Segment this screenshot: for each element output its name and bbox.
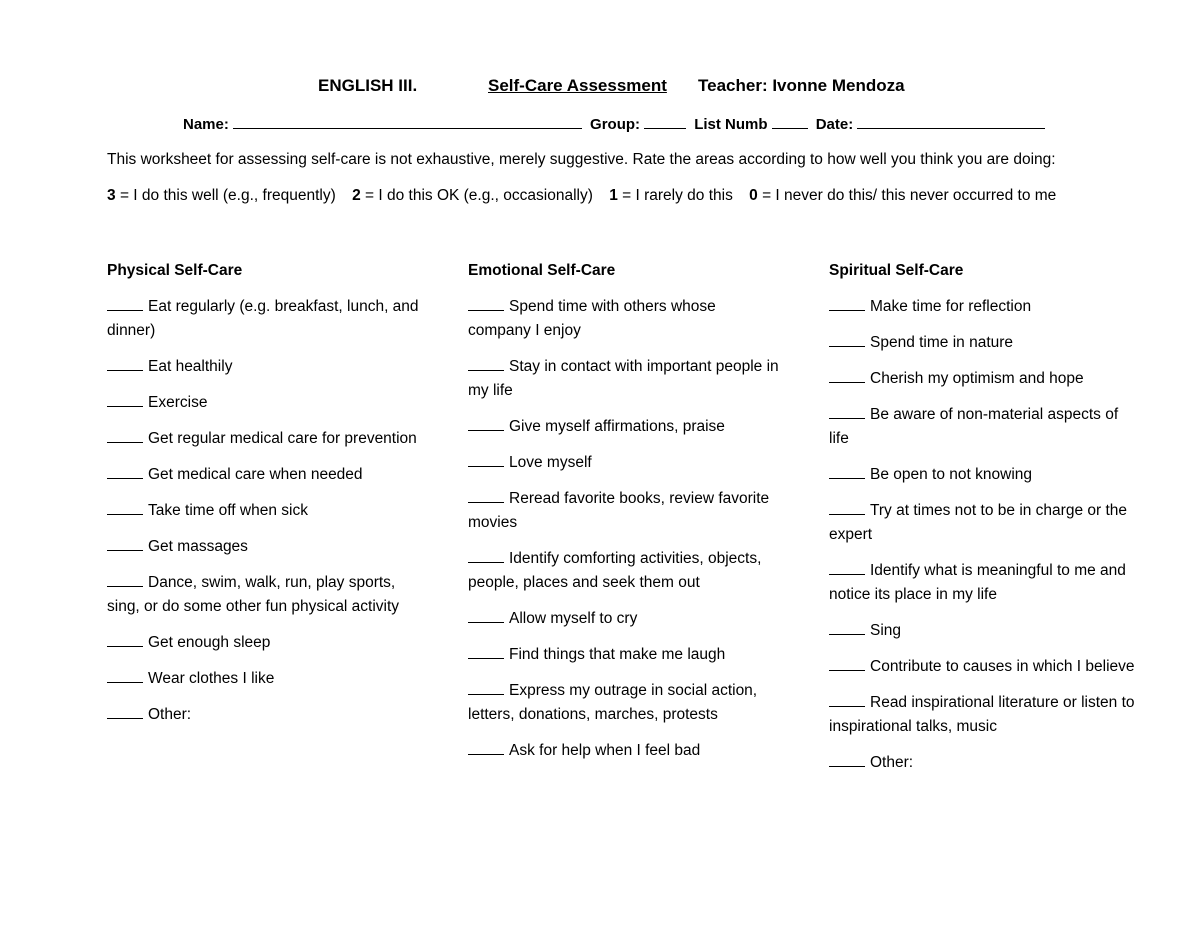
teacher-name: Teacher: Ivonne Mendoza <box>698 76 905 95</box>
name-field[interactable] <box>233 115 582 129</box>
checklist-item <box>107 631 419 655</box>
checklist-item <box>829 691 1141 739</box>
item-label: Get massages <box>148 538 248 555</box>
rating-blank[interactable] <box>468 452 504 467</box>
rating-blank[interactable] <box>829 332 865 347</box>
page-title: Self-Care Assessment <box>488 76 667 95</box>
column-heading: Emotional Self-Care <box>468 262 616 279</box>
checklist-item <box>468 355 780 403</box>
scale-text-2: = I do this OK (e.g., occasionally) <box>365 187 593 204</box>
checklist-item <box>107 667 419 691</box>
rating-blank[interactable] <box>107 296 143 311</box>
rating-blank[interactable] <box>829 464 865 479</box>
checklist-item <box>107 571 419 619</box>
item-label: Give myself affirmations, praise <box>509 418 725 435</box>
spiritual-self-care-column <box>829 259 1141 787</box>
item-label: Ask for help when I feel bad <box>509 742 701 759</box>
checklist-item <box>468 607 780 631</box>
rating-blank[interactable] <box>829 752 865 767</box>
list-number-field[interactable] <box>772 115 808 129</box>
rating-blank[interactable] <box>829 560 865 575</box>
rating-blank[interactable] <box>107 464 143 479</box>
item-label: Other: <box>870 754 914 771</box>
rating-blank[interactable] <box>468 644 504 659</box>
header <box>0 76 1200 98</box>
rating-blank[interactable] <box>829 404 865 419</box>
rating-blank[interactable] <box>468 488 504 503</box>
item-label: Try at times not to be in charge or the expert <box>829 502 1128 543</box>
item-label: Be open to not knowing <box>870 466 1033 483</box>
item-label: Reread favorite books, review favorite movies <box>468 490 770 531</box>
checklist-item <box>829 499 1141 547</box>
checklist-item <box>107 463 419 487</box>
item-label: Allow myself to cry <box>509 610 638 627</box>
checklist-item <box>829 403 1141 451</box>
item-label: Get medical care when needed <box>148 466 363 483</box>
checklist-item <box>468 643 780 667</box>
checklist-item <box>107 355 419 379</box>
item-label: Other: <box>148 706 192 723</box>
item-label: Read inspirational literature or listen to inspirational talks, music <box>829 694 1135 735</box>
student-info-row <box>183 115 1049 133</box>
checklist-item <box>829 619 1141 643</box>
rating-scale <box>107 187 1056 205</box>
item-label: Contribute to causes in which I believe <box>870 658 1135 675</box>
date-field[interactable] <box>857 115 1045 129</box>
rating-blank[interactable] <box>468 608 504 623</box>
checklist-item <box>829 655 1141 679</box>
rating-blank[interactable] <box>829 656 865 671</box>
scale-text-1: = I rarely do this <box>622 187 733 204</box>
item-label: Spend time in nature <box>870 334 1014 351</box>
item-label: Identify comforting activities, objects, people, places and seek them out <box>468 550 762 591</box>
emotional-self-care-column <box>468 259 780 775</box>
name-label: Name: <box>183 116 229 133</box>
rating-blank[interactable] <box>829 296 865 311</box>
checklist-item <box>468 547 780 595</box>
instructions: This worksheet for assessing self-care is not exhaustive, merely suggestive. Rate the areas according to how well you think you are doing: <box>107 151 1056 168</box>
item-label: Find things that make me laugh <box>509 646 726 663</box>
rating-blank[interactable] <box>468 296 504 311</box>
item-label: Sing <box>870 622 902 639</box>
checklist-item <box>829 367 1141 391</box>
physical-self-care-column <box>107 259 419 739</box>
rating-blank[interactable] <box>468 740 504 755</box>
rating-blank[interactable] <box>468 416 504 431</box>
checklist-item <box>468 295 780 343</box>
checklist-item <box>829 751 1141 775</box>
item-label: Take time off when sick <box>148 502 308 519</box>
item-label: Stay in contact with important people in my life <box>468 358 779 399</box>
rating-blank[interactable] <box>107 704 143 719</box>
column-heading: Physical Self-Care <box>107 262 243 279</box>
checklist-item <box>468 487 780 535</box>
checklist-item <box>468 679 780 727</box>
checklist-item <box>468 739 780 763</box>
item-label: Exercise <box>148 394 208 411</box>
rating-blank[interactable] <box>829 500 865 515</box>
course-name: ENGLISH III. <box>318 76 418 95</box>
checklist-item <box>107 535 419 559</box>
scale-text-0: = I never do this/ this never occurred to me <box>762 187 1057 204</box>
rating-blank[interactable] <box>468 548 504 563</box>
item-label: Spend time with others whose company I enjoy <box>468 298 716 339</box>
item-label: Eat regularly (e.g. breakfast, lunch, and dinner) <box>107 298 419 339</box>
group-field[interactable] <box>644 115 686 129</box>
item-label: Love myself <box>509 454 592 471</box>
rating-blank[interactable] <box>107 632 143 647</box>
checklist-item <box>468 451 780 475</box>
checklist-item <box>468 415 780 439</box>
item-label: Be aware of non-material aspects of life <box>829 406 1119 447</box>
scale-key-3: 3 <box>107 187 116 204</box>
group-label: Group: <box>590 116 641 133</box>
checklist-item <box>107 703 419 727</box>
rating-blank[interactable] <box>468 356 504 371</box>
checklist-item <box>107 391 419 415</box>
item-label: Express my outrage in social action, letters, donations, marches, protests <box>468 682 758 723</box>
rating-blank[interactable] <box>107 392 143 407</box>
item-label: Get enough sleep <box>148 634 271 651</box>
rating-blank[interactable] <box>829 368 865 383</box>
column-heading: Spiritual Self-Care <box>829 262 964 279</box>
checklist-item <box>107 295 419 343</box>
list-number-label: List Numb <box>694 116 768 133</box>
scale-key-2: 2 <box>352 187 361 204</box>
item-label: Eat healthily <box>148 358 233 375</box>
scale-key-1: 1 <box>609 187 618 204</box>
checklist-item <box>829 463 1141 487</box>
rating-blank[interactable] <box>107 572 143 587</box>
scale-key-0: 0 <box>749 187 758 204</box>
checklist-item <box>829 331 1141 355</box>
rating-blank[interactable] <box>107 356 143 371</box>
rating-blank[interactable] <box>107 500 143 515</box>
item-label: Get regular medical care for prevention <box>148 430 417 447</box>
item-label: Wear clothes I like <box>148 670 275 687</box>
rating-blank[interactable] <box>107 428 143 443</box>
rating-blank[interactable] <box>107 536 143 551</box>
checklist-item <box>107 499 419 523</box>
rating-blank[interactable] <box>107 668 143 683</box>
item-label: Dance, swim, walk, run, play sports, sing, or do some other fun physical activity <box>107 574 400 615</box>
item-label: Cherish my optimism and hope <box>870 370 1084 387</box>
item-label: Identify what is meaningful to me and notice its place in my life <box>829 562 1126 603</box>
checklist-item <box>829 295 1141 319</box>
date-label: Date: <box>815 116 854 133</box>
item-label: Make time for reflection <box>870 298 1032 315</box>
rating-blank[interactable] <box>829 620 865 635</box>
checklist-item <box>829 559 1141 607</box>
rating-blank[interactable] <box>829 692 865 707</box>
scale-text-3: = I do this well (e.g., frequently) <box>119 187 336 204</box>
rating-blank[interactable] <box>468 680 504 695</box>
checklist-item <box>107 427 419 451</box>
